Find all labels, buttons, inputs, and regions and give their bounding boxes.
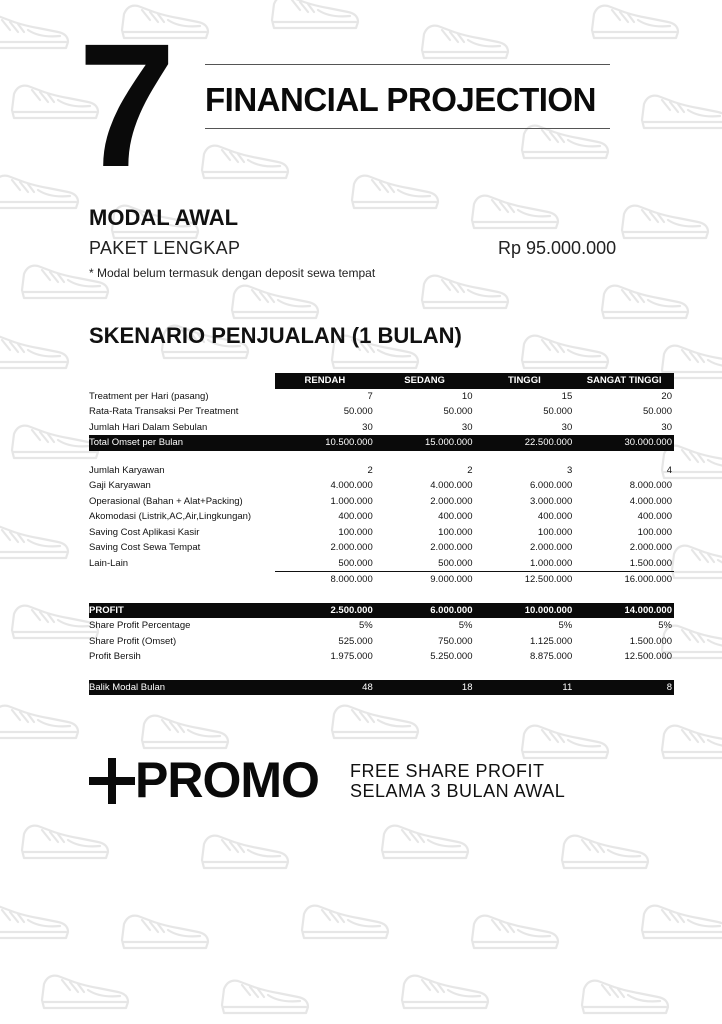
row-label: Gaji Karyawan: [89, 480, 151, 491]
cell: 11: [562, 681, 573, 693]
cell: 100.000: [637, 526, 672, 538]
cell: 2.000.000: [430, 542, 473, 553]
cell: 4.000.000: [330, 480, 373, 491]
cell: 22.500.000: [524, 437, 573, 448]
profit-row: [89, 603, 674, 619]
cell: 16.000.000: [624, 574, 672, 585]
table-row: [89, 540, 674, 556]
title-top-rule: [205, 64, 610, 65]
column-header-tinggi: TINGGI: [508, 375, 541, 386]
cell: 48: [362, 681, 373, 693]
cell: 6.000.000: [529, 480, 573, 491]
cell: 750.000: [438, 635, 473, 647]
cell: 5%: [458, 620, 473, 631]
row-label: Operasional (Bahan + Alat+Packing): [89, 495, 243, 507]
cell: 12.500.000: [524, 574, 573, 585]
row-label: PROFIT: [89, 604, 124, 616]
table-row: [89, 618, 674, 634]
cell: 50.000: [443, 406, 473, 417]
cell: 50.000: [642, 406, 672, 417]
spacer: [89, 665, 674, 680]
payback-row: [89, 680, 674, 696]
cell: 30: [661, 421, 672, 433]
row-label: Balik Modal Bulan: [89, 681, 166, 693]
cell: 2.500.000: [330, 604, 373, 616]
cell: 100.000: [438, 526, 473, 538]
cell: 20: [661, 390, 672, 402]
row-label: Jumlah Karyawan: [89, 464, 165, 476]
cell: 14.000.000: [624, 604, 672, 616]
cell: 400.000: [338, 511, 373, 522]
table-row: [89, 525, 674, 541]
cell: 5%: [359, 620, 373, 631]
cell: 525.000: [338, 635, 373, 647]
sales-scenario-table: [89, 373, 674, 695]
cost-total-row: [275, 571, 674, 588]
column-header-sedang: SEDANG: [404, 375, 445, 386]
cell: 4.000.000: [430, 480, 473, 491]
promo-line-2: SELAMA 3 BULAN AWAL: [350, 781, 566, 801]
table-header-row: [275, 373, 674, 389]
row-label: Saving Cost Sewa Tempat: [89, 542, 201, 553]
section-number: 7: [78, 8, 172, 204]
cell: 2: [467, 464, 473, 476]
row-label: Profit Bersih: [89, 651, 141, 662]
cell: 15.000.000: [424, 437, 473, 448]
table-row: [89, 494, 674, 510]
cell: 400.000: [438, 511, 473, 522]
cell: 1.000.000: [330, 495, 373, 507]
table-row: [89, 634, 674, 650]
row-label: Jumlah Hari Dalam Sebulan: [89, 421, 208, 433]
row-label: Share Profit (Omset): [89, 635, 177, 647]
plus-icon: [89, 758, 135, 804]
total-omset-row: [89, 435, 674, 451]
cell: 30.000.000: [624, 437, 672, 448]
cell: 2.000.000: [529, 542, 573, 553]
cell: 18: [461, 681, 473, 693]
promo-line-1: FREE SHARE PROFIT: [350, 761, 545, 781]
table-row: [89, 389, 674, 405]
cell: 1.500.000: [629, 557, 672, 569]
promo-word: PROMO: [135, 752, 319, 808]
cell: 9.000.000: [430, 574, 473, 585]
cell: 100.000: [537, 526, 573, 538]
row-label: Lain-Lain: [89, 557, 129, 569]
cell: 4: [666, 464, 672, 476]
table-row: [89, 420, 674, 436]
cell: 5.250.000: [430, 651, 473, 662]
cell: 50.000: [343, 406, 373, 417]
cell: 4.000.000: [629, 495, 672, 507]
spacer: [89, 451, 674, 463]
table-row: [89, 478, 674, 494]
cell: 10: [461, 390, 473, 402]
cell: 2.000.000: [430, 495, 473, 507]
column-header-sangat-tinggi: SANGAT TINGGI: [586, 375, 662, 386]
cell: 400.000: [637, 511, 672, 522]
table-row: [89, 463, 674, 479]
row-label: Saving Cost Aplikasi Kasir: [89, 526, 200, 538]
row-label: Share Profit Percentage: [89, 620, 191, 631]
cell: 2.000.000: [629, 542, 672, 553]
cell: 15: [561, 390, 573, 402]
cell: 3.000.000: [529, 495, 573, 507]
cell: 10.000.000: [524, 604, 573, 616]
cell: 12.500.000: [624, 651, 672, 662]
cell: 5%: [658, 620, 672, 631]
cell: 1.125.000: [529, 635, 573, 647]
cell: 5%: [558, 620, 573, 631]
cell: 6.000.000: [430, 604, 473, 616]
cell: 1.975.000: [330, 651, 373, 662]
cell: 30: [561, 421, 573, 433]
cell: 8: [666, 681, 672, 693]
page-title: FINANCIAL PROJECTION: [205, 81, 596, 118]
scenario-heading: SKENARIO PENJUALAN (1 BULAN): [89, 323, 462, 348]
row-label: Total Omset per Bulan: [89, 437, 183, 448]
cell: 2: [367, 464, 373, 476]
cell: 1.000.000: [529, 557, 573, 569]
cell: 30: [461, 421, 473, 433]
title-bottom-rule: [205, 128, 610, 129]
table-row: [89, 509, 674, 525]
cell: 8.875.000: [529, 651, 573, 662]
cell: 500.000: [438, 557, 473, 569]
cell: 30: [362, 421, 373, 433]
cell: 1.500.000: [629, 635, 672, 647]
table-row: [89, 649, 674, 665]
cell: 7: [367, 390, 373, 402]
cell: 8.000.000: [330, 574, 373, 585]
table-row: [89, 556, 674, 572]
cell: 2.000.000: [330, 542, 373, 553]
spacer: [89, 588, 674, 603]
package-label: PAKET LENGKAP: [89, 238, 241, 258]
cell: 100.000: [338, 526, 373, 538]
cell: 500.000: [338, 557, 373, 569]
table-row: [89, 404, 674, 420]
row-label: Akomodasi (Listrik,AC,Air,Lingkungan): [89, 511, 252, 522]
package-price: Rp 95.000.000: [498, 238, 617, 258]
row-label: Rata-Rata Transaksi Per Treatment: [89, 406, 239, 417]
row-label: Treatment per Hari (pasang): [89, 390, 209, 402]
cell: 3: [566, 464, 573, 476]
cell: 50.000: [543, 406, 573, 417]
modal-note: * Modal belum termasuk dengan deposit sewa tempat: [89, 266, 376, 280]
cell: 400.000: [537, 511, 573, 522]
modal-heading: MODAL AWAL: [89, 205, 239, 230]
cell: 10.500.000: [325, 437, 373, 448]
column-header-rendah: RENDAH: [304, 375, 346, 386]
cell: 8.000.000: [629, 480, 672, 491]
